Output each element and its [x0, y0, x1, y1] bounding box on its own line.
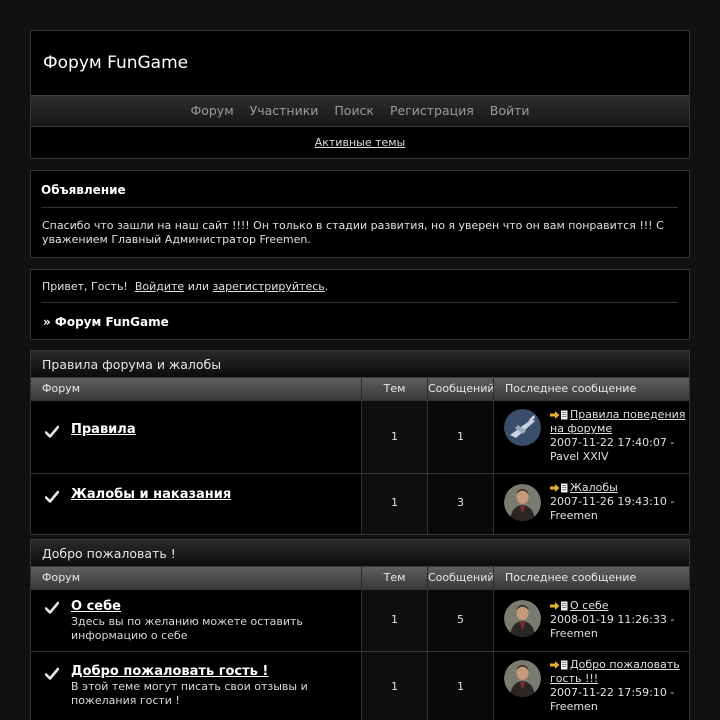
- greeting-or: или: [187, 280, 210, 293]
- announcement-title: Объявление: [41, 183, 126, 197]
- column-forum: Форум: [42, 382, 80, 395]
- active-topics-link[interactable]: Активные темы: [314, 136, 406, 149]
- site-title[interactable]: Форум FunGame: [43, 53, 189, 73]
- category-title[interactable]: Правила форума и жалобы: [31, 351, 689, 378]
- forum-link[interactable]: Добро пожаловать гость !: [71, 664, 269, 679]
- post-count: 5: [457, 613, 464, 626]
- forum-row: [31, 589, 689, 651]
- column-posts: Сообщений: [427, 378, 493, 400]
- goto-post-icon[interactable]: [550, 601, 568, 611]
- jet-avatar-icon[interactable]: [504, 409, 541, 446]
- user-avatar-icon[interactable]: [504, 600, 541, 637]
- greeting-box: [30, 269, 690, 340]
- column-header: [31, 378, 689, 400]
- topic-count: 1: [391, 496, 398, 509]
- column-topics: Тем: [361, 567, 427, 589]
- last-post-link[interactable]: О себе: [570, 599, 609, 612]
- announcement-box: [30, 170, 690, 258]
- nav-register-link[interactable]: Регистрация: [389, 103, 474, 118]
- last-post-date: 2007-11-26 19:43:10 -: [550, 495, 675, 508]
- forum-header: [30, 30, 690, 159]
- login-link[interactable]: Войдите: [134, 280, 185, 293]
- last-post-link[interactable]: Правила поведения на форуме: [550, 408, 686, 435]
- last-post-date: 2008-01-19 11:26:33 -: [550, 613, 675, 626]
- topic-count: 1: [391, 613, 398, 626]
- last-post-date: 2007-11-22 17:40:07 -: [550, 436, 675, 449]
- forum-row: [31, 400, 689, 473]
- greeting-hello: Привет, Гость!: [42, 280, 128, 293]
- user-avatar-icon[interactable]: [504, 660, 541, 697]
- post-count: 3: [457, 496, 464, 509]
- announcement-text: Спасибо что зашли на наш сайт !!!! Он только в стадии развития, но я уверен что он вам понравится !!! С уважением Главный Администратор Freemen.: [42, 219, 664, 246]
- post-count: 1: [457, 680, 464, 693]
- divider: [41, 302, 678, 303]
- last-post-link[interactable]: Добро пожаловать гость !!!: [550, 658, 680, 685]
- last-post-date: 2007-11-22 17:59:10 -: [550, 686, 675, 699]
- column-forum: Форум: [42, 571, 80, 584]
- category-title[interactable]: Добро пожаловать !: [31, 540, 689, 567]
- goto-post-icon[interactable]: [550, 483, 568, 493]
- forum-link[interactable]: Правила: [71, 422, 136, 437]
- forum-link[interactable]: Жалобы и наказания: [71, 487, 232, 502]
- column-topics: Тем: [361, 378, 427, 400]
- topic-count: 1: [391, 430, 398, 443]
- last-post-link[interactable]: Жалобы: [570, 481, 618, 494]
- read-check-icon: [45, 490, 59, 504]
- greeting-period: .: [324, 280, 329, 293]
- divider: [41, 207, 678, 208]
- column-posts: Сообщений: [427, 567, 493, 589]
- greeting-line: [42, 280, 328, 293]
- forum-description: В этой теме могут писать свои отзывы и пожелания гости !: [71, 680, 308, 707]
- read-check-icon: [45, 667, 59, 681]
- post-count: 1: [457, 430, 464, 443]
- read-check-icon: [45, 601, 59, 615]
- last-post-author: Freemen: [550, 700, 598, 713]
- goto-post-icon[interactable]: [550, 410, 568, 420]
- category-welcome: [30, 539, 690, 720]
- nav-forum-link[interactable]: Форум: [190, 103, 234, 118]
- forum-row: [31, 473, 689, 534]
- topic-count: 1: [391, 680, 398, 693]
- last-post-author: Pavel XXIV: [550, 450, 609, 463]
- goto-post-icon[interactable]: [550, 660, 568, 670]
- register-link[interactable]: зарегистрируйтесь: [212, 280, 325, 293]
- read-check-icon: [45, 425, 59, 439]
- column-last-post: Последнее сообщение: [493, 378, 636, 400]
- user-avatar-icon[interactable]: [504, 484, 541, 521]
- nav-login-link[interactable]: Войти: [489, 103, 530, 118]
- last-post-author: Freemen: [550, 509, 598, 522]
- forum-link[interactable]: О себе: [71, 599, 121, 614]
- breadcrumb[interactable]: » Форум FunGame: [43, 315, 169, 329]
- nav-members-link[interactable]: Участники: [249, 103, 319, 118]
- column-header: [31, 567, 689, 589]
- column-last-post: Последнее сообщение: [493, 567, 636, 589]
- category-rules: [30, 350, 690, 535]
- forum-row: [31, 651, 689, 720]
- forum-description: Здесь вы по желанию можете оставить информацию о себе: [71, 615, 303, 642]
- last-post-author: Freemen: [550, 627, 598, 640]
- nav-search-link[interactable]: Поиск: [334, 103, 374, 118]
- main-navbar: [31, 95, 689, 127]
